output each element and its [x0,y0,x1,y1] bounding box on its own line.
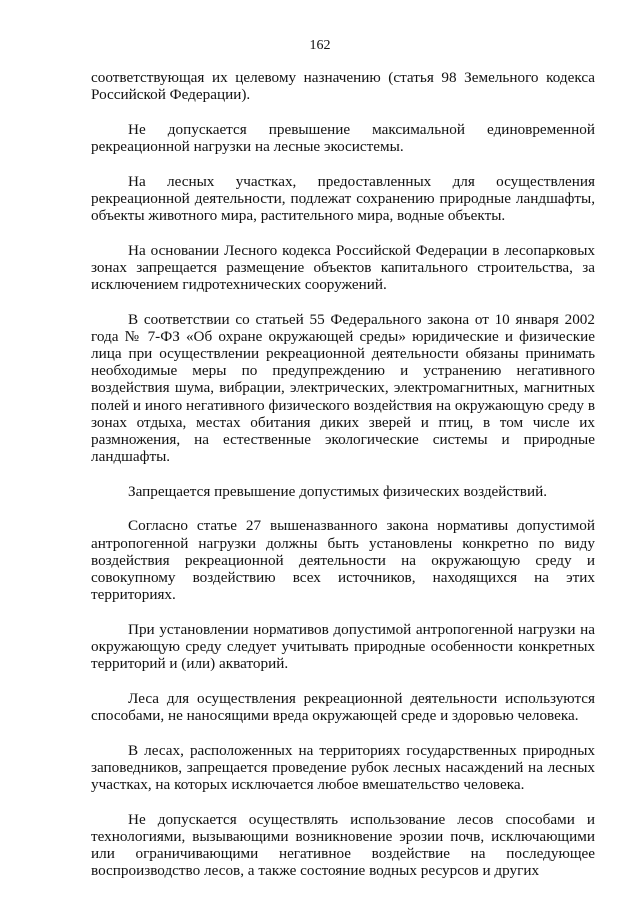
paragraph: На основании Лесного кодекса Российской Федерации в лесопарковых зонах запрещается размещение объектов капитального строительства, за исключением гидротехнических сооружений. [91,241,595,293]
paragraph: На лесных участках, предоставленных для осуществления рекреационной деятельности, подлежат сохранению природные ландшафты, объекты животного мира, растительного мира, водные объекты. [91,172,595,224]
paragraph: Не допускается превышение максимальной единовременной рекреационной нагрузки на лесные экосистемы. [91,120,595,155]
paragraph: Не допускается осуществлять использование лесов способами и технологиями, вызывающими возникновение эрозии почв, исключающими или ограничивающими негативное воздействие на последующее воспроизводство лесов, а также состояние водных ресурсов и других [91,810,595,880]
paragraph: Леса для осуществления рекреационной деятельности используются способами, не наносящими вреда окружающей среде и здоровью человека. [91,689,595,725]
paragraph: В соответствии со статьей 55 Федерального закона от 10 января 2002 года № 7-ФЗ «Об охране окружающей среды» юридические и физические лица при осуществлении рекреационной деятельности обязаны принимать необходимые меры по предупреждению и устранению негативного воздействия шума, вибрации, электрических, электромагнитных, магнитных полей и иного негативного физического воздействия на окружающую среду в зонах отдыха, местах обитания диких зверей и птиц, в том числе их размножения, на естественные экологические системы и природные ландшафты. [91,310,595,466]
document-body [91,69,595,897]
paragraph: При установлении нормативов допустимой антропогенной нагрузки на окружающую среду следует учитывать природные особенности конкретных территорий и (или) акваторий. [91,620,595,673]
paragraph: Запрещается превышение допустимых физических воздействий. [128,482,548,500]
paragraph: соответствующая их целевому назначению (статья 98 Земельного кодекса Российской Федерации). [91,69,595,104]
page-number: 162 [309,38,331,53]
paragraph: В лесах, расположенных на территориях государственных природных заповедников, запрещается проведение рубок лесных насаждений на лесных участках, на которых исключается любое вмешательство человека. [91,741,595,794]
paragraph: Согласно статье 27 вышеназванного закона нормативы допустимой антропогенной нагрузки должны быть установлены конкретно по виду воздействия рекреационной деятельности на окружающую среду и совокупному воздействию всех источников, находящихся на этих территориях. [91,517,595,604]
